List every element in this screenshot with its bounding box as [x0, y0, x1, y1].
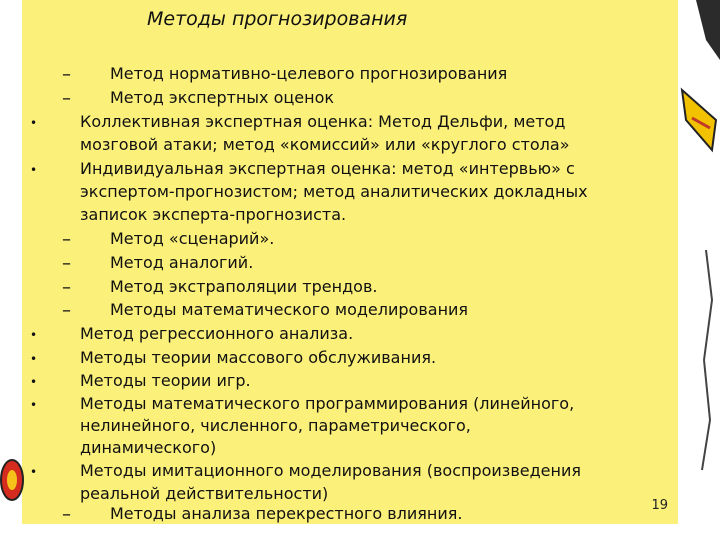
dash-bullet-icon: –: [62, 88, 71, 109]
slide: [22, 0, 678, 524]
list-item-text: Метод регрессионного анализа.: [80, 324, 354, 343]
dot-bullet-icon: •: [30, 465, 38, 479]
list-item-text: Методы математического моделирования: [110, 300, 469, 319]
dash-bullet-icon: –: [62, 64, 71, 85]
list-item-text: экспертом-прогнозистом; метод аналитических докладных: [80, 182, 588, 201]
dot-bullet-icon: •: [30, 398, 38, 412]
list-item-text: Методы имитационного моделирования (воспроизведения: [80, 461, 581, 480]
dash-bullet-icon: –: [62, 504, 71, 525]
list-item-text: записок эксперта-прогнозиста.: [80, 205, 347, 224]
dash-bullet-icon: –: [62, 229, 71, 250]
dot-bullet-icon: •: [30, 352, 38, 366]
list-item-text: нелинейного, численного, параметрического,: [80, 416, 471, 435]
list-item-text: динамического): [80, 438, 217, 457]
decorative-clipart-left: [0, 450, 30, 510]
list-item-text: реальной действительности): [80, 484, 329, 503]
list-item-text: Методы теории массового обслуживания.: [80, 348, 437, 367]
dot-bullet-icon: •: [30, 163, 38, 177]
dash-bullet-icon: –: [62, 300, 71, 321]
dot-bullet-icon: •: [30, 328, 38, 342]
list-item-text: Методы теории игр.: [80, 371, 251, 390]
list-item-text: Метод экстраполяции трендов.: [110, 277, 378, 296]
slide-title: Методы прогнозирования: [147, 8, 408, 30]
dash-bullet-icon: –: [62, 253, 71, 274]
dot-bullet-icon: •: [30, 116, 38, 130]
list-item-text: Метод экспертных оценок: [110, 88, 335, 107]
list-item-text: Методы математического программирования (линейного,: [80, 394, 575, 413]
list-item-text: Метод аналогий.: [110, 253, 254, 272]
list-item-text: Методы анализа перекрестного влияния.: [110, 504, 463, 523]
page-number: 19: [651, 498, 668, 513]
list-item-text: Метод «сценарий».: [110, 229, 275, 248]
list-item-text: Метод нормативно-целевого прогнозирования: [110, 64, 508, 83]
list-item-text: мозговой атаки; метод «комиссий» или «круглого стола»: [80, 135, 570, 154]
list-item-text: Коллективная экспертная оценка: Метод Дельфи, метод: [80, 112, 566, 131]
dash-bullet-icon: –: [62, 277, 71, 298]
list-item-text: Индивидуальная экспертная оценка: метод «интервью» с: [80, 159, 575, 178]
decorative-clipart-right: [676, 0, 720, 540]
dot-bullet-icon: •: [30, 375, 38, 389]
